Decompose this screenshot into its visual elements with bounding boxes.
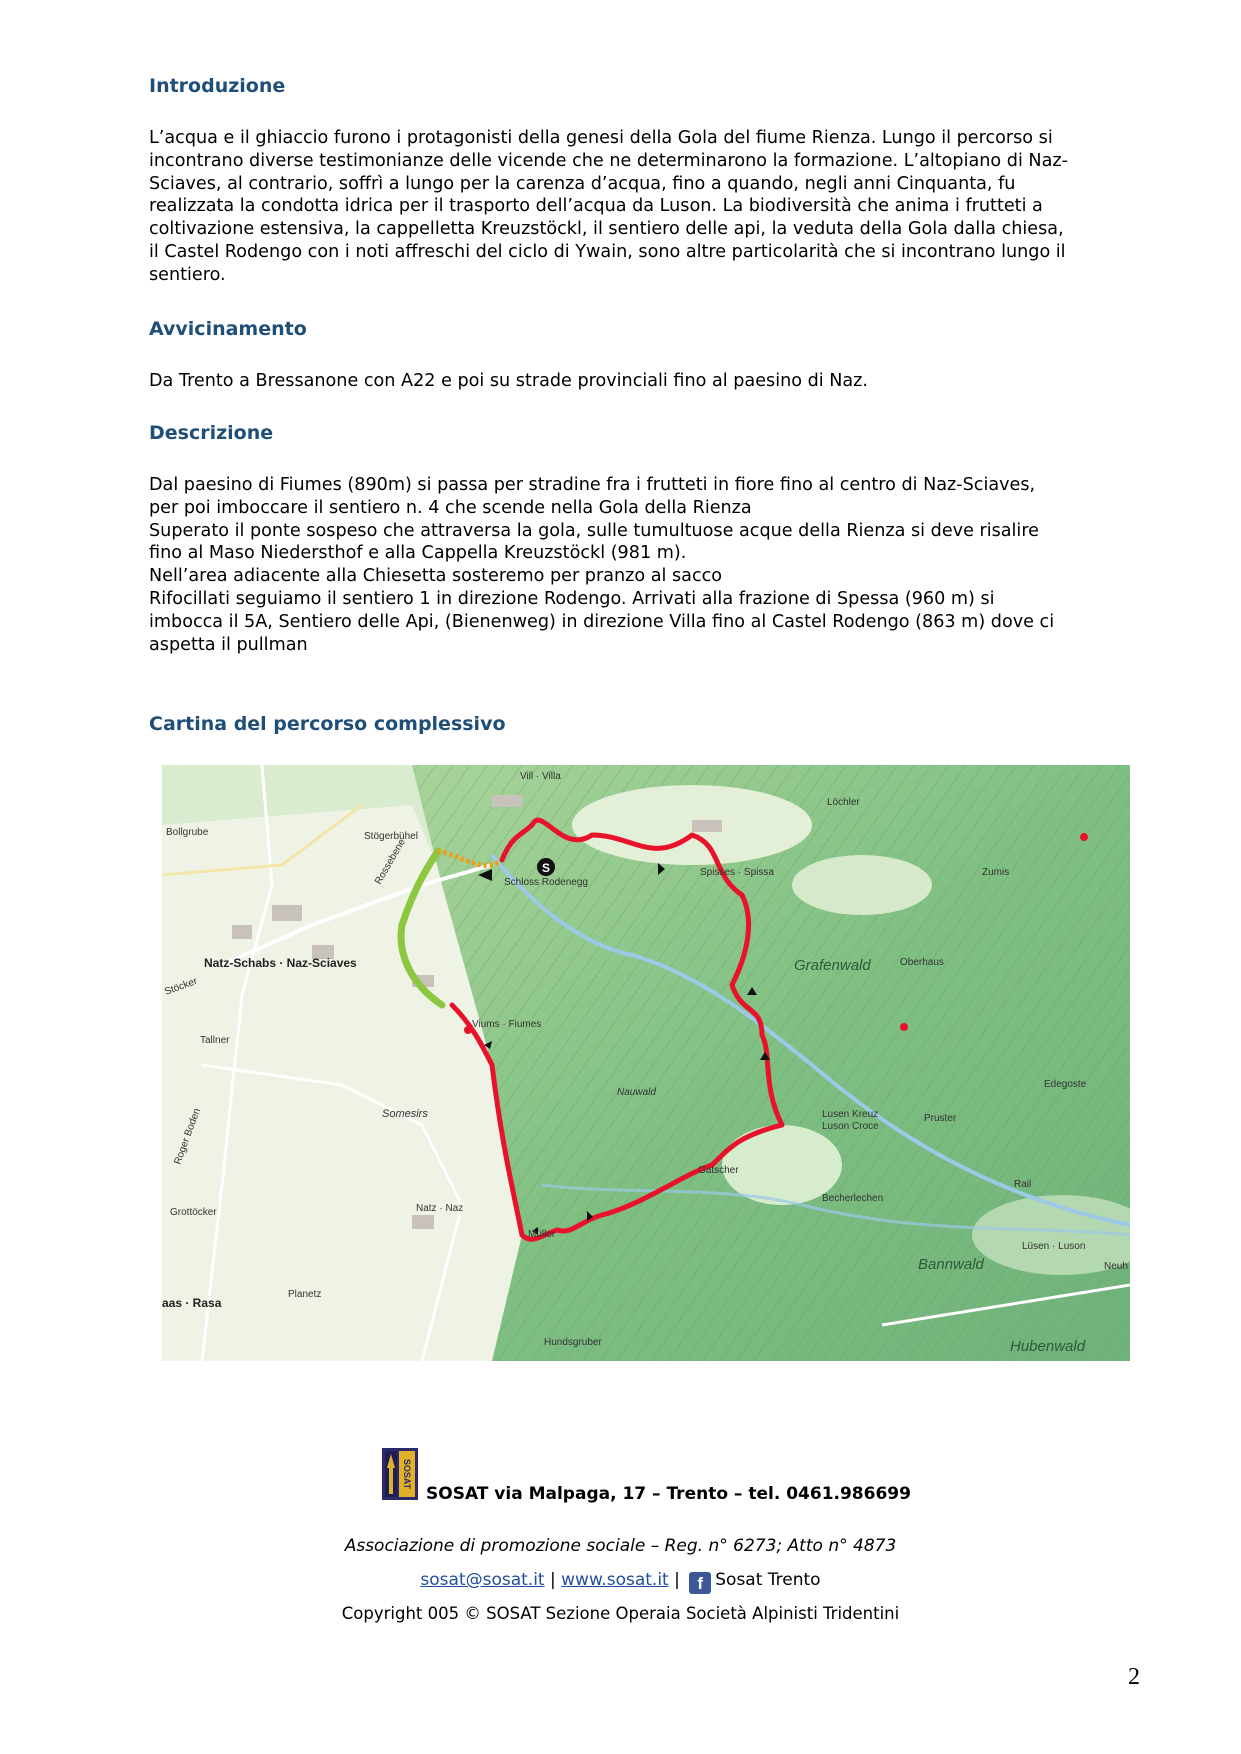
description-line: imbocca il 5A, Sentiero delle Api, (Bienenweg) in direzione Villa fino al Castel Rodengo (863 m) dove ci [149, 611, 1055, 632]
map-label: Oberhaus [900, 957, 944, 968]
intro-line: il Castel Rodengo con i noti affreschi del ciclo di Ywain, sono altre particolarità che si incontrano lungo il [149, 241, 1066, 262]
intro-line: realizzata la condotta idrica per il trasporto dell’acqua da Luson. La biodiversità che anima i frutteti a [149, 196, 1043, 217]
description-line: aspetta il pullman [149, 634, 308, 655]
website-link[interactable]: www.sosat.it [561, 1570, 669, 1590]
map-label: Viums · Fiumes [472, 1019, 542, 1030]
intro-line: coltivazione estensiva, la cappelletta Kreuzstöckl, il sentiero delle api, la veduta della Gola dalla chiesa, [149, 219, 1064, 240]
intro-paragraph [149, 127, 1142, 287]
map-label: Edegoste [1044, 1079, 1087, 1090]
map-label: Lüsen · Luson [1022, 1241, 1086, 1252]
description-line: per poi imboccare il sentiero n. 4 che scende nella Gola della Rienza [149, 497, 752, 518]
map-start-marker: S [541, 861, 551, 875]
map-label: Neuh [1104, 1261, 1128, 1272]
email-link[interactable]: sosat@sosat.it [420, 1570, 545, 1590]
intro-line: sentiero. [149, 264, 226, 285]
map-label: Löchler [827, 797, 860, 808]
route-map [162, 765, 1130, 1361]
description-paragraph [149, 474, 1142, 656]
description-line: Superato il ponte sospeso che attraversa la gola, sulle tumultuose acque della Rienza si deve risalire [149, 520, 1039, 541]
map-label: Rossebene [373, 837, 408, 887]
map-label: Schloss Rodenegg [504, 877, 588, 888]
map-label: Luson Croce [822, 1121, 879, 1132]
map-label: Stögerbühel [364, 831, 418, 842]
description-heading: Descrizione [149, 422, 274, 444]
description-line: Rifocillati seguiamo il sentiero 1 in direzione Rodengo. Arrivati alla frazione di Spessa (960 m) si [149, 588, 995, 609]
map-label: Vill · Villa [520, 771, 561, 782]
map-label: Somesirs [382, 1108, 428, 1120]
footer-association: Associazione di promozione sociale – Reg. n° 6273; Atto n° 4873 [344, 1536, 897, 1556]
map-label: Müller [528, 1229, 556, 1240]
map-label: Gatscher [698, 1165, 739, 1176]
map-label: Becherlechen [822, 1193, 884, 1204]
facebook-link[interactable]: Sosat Trento [715, 1570, 821, 1590]
approach-line: Da Trento a Bressanone con A22 e poi su strade provinciali fino al paesino di Naz. [149, 371, 869, 391]
map-label: aas · Rasa [162, 1296, 222, 1310]
sosat-logo [382, 1448, 418, 1500]
description-line: Dal paesino di Fiumes (890m) si passa per stradine fra i frutteti in fiore fino al centro di Naz-Sciaves, [149, 475, 1036, 495]
map-label: Bannwald [918, 1256, 984, 1273]
footer-address: SOSAT via Malpaga, 17 – Trento – tel. 0461.986699 [426, 1484, 911, 1504]
approach-paragraph [149, 370, 1142, 393]
intro-heading: Introduzione [149, 75, 286, 97]
map-label: Roger Boden [172, 1106, 203, 1167]
description-line: fino al Maso Niedersthof e alla Cappella Kreuzstöckl (981 m). [149, 543, 687, 564]
facebook-icon[interactable]: f [689, 1572, 711, 1594]
intro-line: Sciaves, al contrario, soffrì a lungo per la carenza d’acqua, fino a quando, negli anni Cinquanta, fu [149, 173, 1016, 194]
map-label: Hubenwald [1010, 1338, 1086, 1355]
map-label: Tallner [200, 1035, 230, 1046]
footer-links [0, 1570, 1241, 1594]
separator: | [550, 1570, 556, 1590]
page-number: 2 [1128, 1664, 1140, 1690]
logo-lettering: SOSAT [402, 1458, 412, 1490]
intro-line: incontrano diverse testimonianze delle vicende che ne determinarono la formazione. L’altopiano di Naz- [149, 150, 1068, 171]
footer-copyright: Copyright 005 © SOSAT Sezione Operaia Società Alpinisti Tridentini [341, 1604, 900, 1623]
approach-heading: Avvicinamento [149, 318, 307, 340]
map-label: Planetz [288, 1289, 322, 1300]
map-label: Stöcker [163, 975, 199, 998]
map-label: Hundsgruber [544, 1337, 602, 1348]
map-label: Nauwald [617, 1087, 656, 1098]
map-label: Grottöcker [170, 1207, 217, 1218]
map-heading: Cartina del percorso complessivo [149, 713, 506, 735]
map-label: Zumis [982, 867, 1010, 878]
map-label: Bollgrube [166, 827, 209, 838]
description-line: Nell’area adiacente alla Chiesetta sosteremo per pranzo al sacco [149, 566, 723, 587]
intro-line: L’acqua e il ghiaccio furono i protagonisti della genesi della Gola del fiume Rienza. Lungo il percorso si [149, 128, 1053, 148]
map-label: Grafenwald [794, 957, 871, 974]
map-label: Natz · Naz [416, 1203, 464, 1214]
separator: | [674, 1570, 680, 1590]
map-label: Natz-Schabs · Naz-Sciaves [204, 956, 357, 970]
map-label: Pruster [924, 1113, 957, 1124]
map-label: Rail [1014, 1179, 1032, 1190]
map-label: Lusen Kreuz [822, 1109, 879, 1120]
map-label: Spisses · Spissa [700, 867, 774, 878]
